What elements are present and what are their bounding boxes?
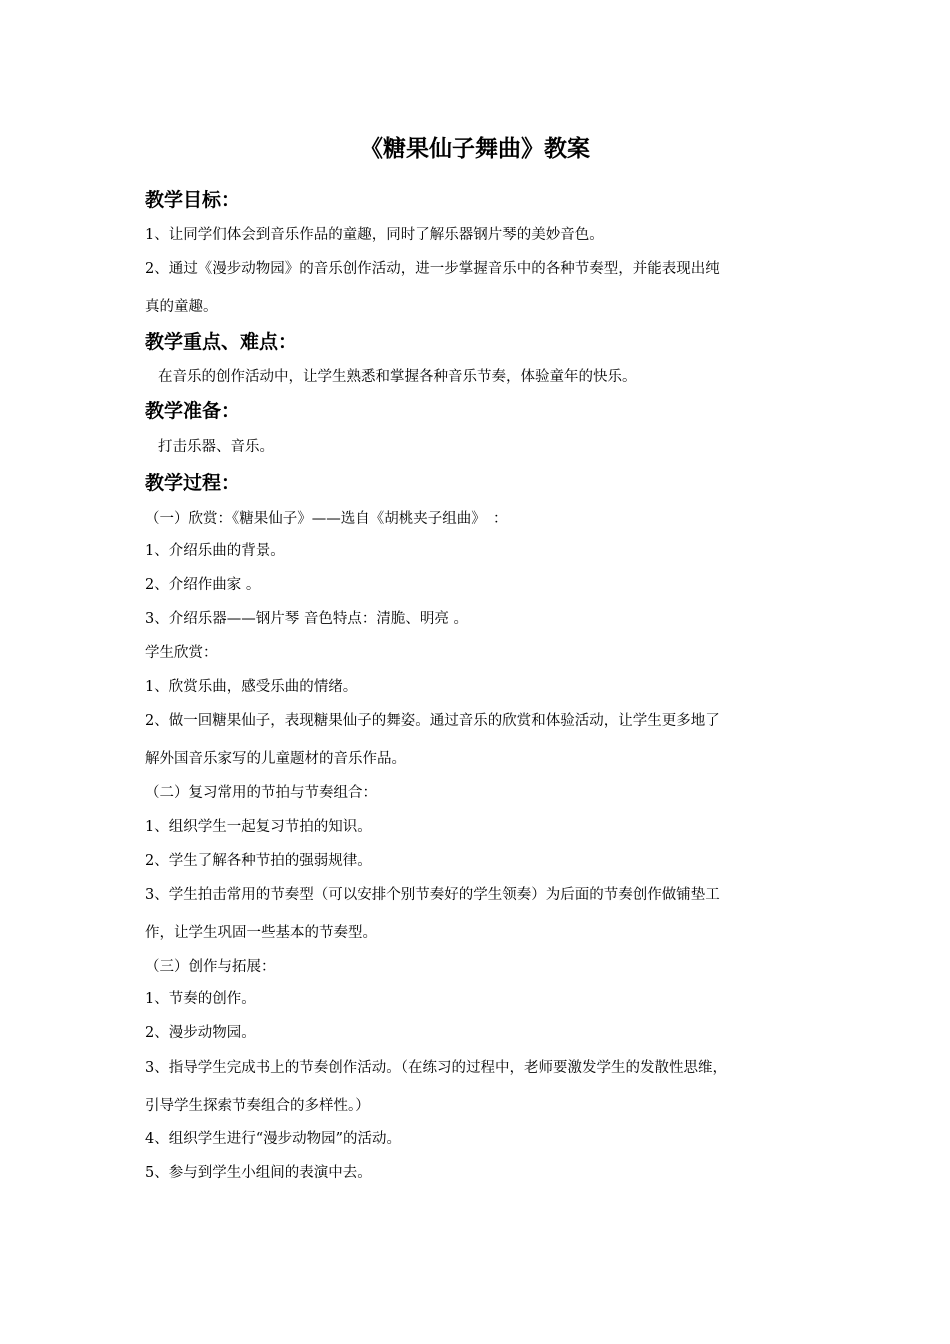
heading-preparation: 教学准备： (145, 400, 241, 422)
process-line-17: 3、指导学生完成书上的节奏创作活动。（在练习的过程中，老师要激发学生的发散性思维， (145, 1060, 727, 1076)
objective-line-2: 2、通过《漫步动物园》的音乐创作活动，进一步掌握音乐中的各种节奏型，并能表现出纯 (145, 261, 720, 277)
objective-line-3: 真的童趣。 (145, 299, 218, 315)
heading-objectives: 教学目标： (145, 189, 241, 211)
heading-process: 教学过程： (145, 472, 241, 494)
process-line-2: 1、介绍乐曲的背景。 (145, 543, 285, 559)
process-line-9: （二）复习常用的节拍与节奏组合： (145, 785, 377, 801)
process-line-15: 1、节奏的创作。 (145, 991, 256, 1007)
process-line-3: 2、介绍作曲家 。 (145, 577, 261, 593)
process-line-14: （三）创作与拓展： (145, 959, 276, 975)
process-line-8: 解外国音乐家写的儿童题材的音乐作品。 (145, 751, 406, 767)
key-points-line-1: 在音乐的创作活动中，让学生熟悉和掌握各种音乐节奏，体验童年的快乐。 (158, 369, 637, 385)
process-line-11: 2、学生了解各种节拍的强弱规律。 (145, 853, 372, 869)
process-line-5: 学生欣赏： (145, 645, 218, 661)
process-line-13: 作，让学生巩固一些基本的节奏型。 (145, 925, 377, 941)
process-line-19: 4、组织学生进行“漫步动物园”的活动。 (145, 1131, 402, 1147)
document-title: 《糖果仙子舞曲》教案 (360, 136, 590, 162)
process-line-1: （一）欣赏：《糖果仙子》——选自《胡桃夹子组曲》 ： (145, 511, 508, 527)
process-line-4: 3、介绍乐器——钢片琴 音色特点：清脆、明亮 。 (145, 611, 468, 627)
preparation-line-1: 打击乐器、音乐。 (158, 439, 274, 455)
process-line-10: 1、组织学生一起复习节拍的知识。 (145, 819, 372, 835)
process-line-16: 2、漫步动物园。 (145, 1025, 256, 1041)
process-line-18: 引导学生探索节奏组合的多样性。） (145, 1098, 370, 1114)
process-line-20: 5、参与到学生小组间的表演中去。 (145, 1165, 372, 1181)
objective-line-1: 1、让同学们体会到音乐作品的童趣，同时了解乐器钢片琴的美妙音色。 (145, 227, 604, 243)
process-line-6: 1、欣赏乐曲，感受乐曲的情绪。 (145, 679, 358, 695)
process-line-7: 2、做一回糖果仙子，表现糖果仙子的舞姿。通过音乐的欣赏和体验活动，让学生更多地了 (145, 713, 720, 729)
process-line-12: 3、学生拍击常用的节奏型（可以安排个别节奏好的学生领奏）为后面的节奏创作做铺垫工 (145, 887, 720, 903)
heading-key-points: 教学重点、难点： (145, 331, 298, 353)
